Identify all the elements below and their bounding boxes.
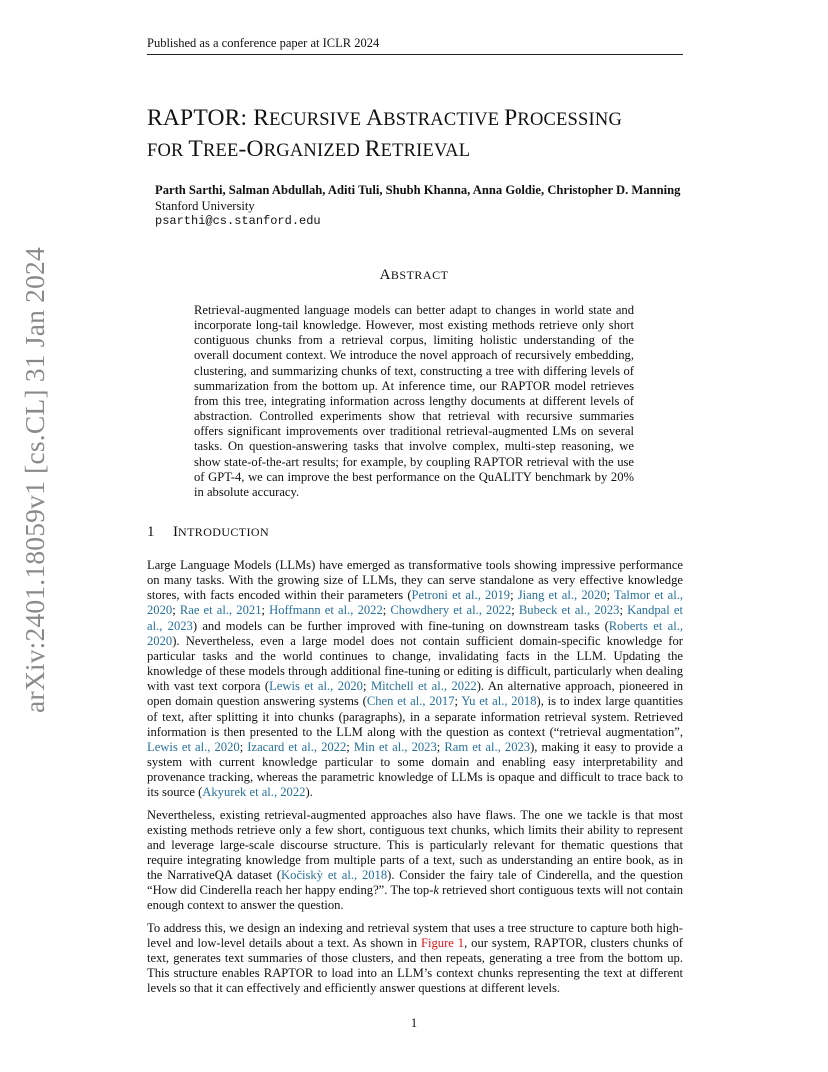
citation-link[interactable]: Rae et al., 2021	[179, 603, 262, 618]
citation-link[interactable]: Petroni et al., 2019	[411, 588, 511, 603]
citation-link[interactable]: Mitchell et al., 2022	[370, 679, 477, 694]
citation-link[interactable]: Kandpal et al., 2023	[147, 603, 683, 633]
citation-link[interactable]: Chen et al., 2017	[366, 694, 455, 709]
introduction-body	[147, 558, 683, 1003]
citation-link[interactable]: Roberts et al., 2020	[147, 618, 683, 648]
citation-link[interactable]: Izacard et al., 2022	[247, 739, 347, 754]
abstract-body: Retrieval-augmented language models can better adapt to changes in world state and incorporate long-tail knowledge. However, most existing methods retrieve only short contiguous chunks from a retrieval corpus, limiting holistic understanding of the overall document context. We introduce the novel approach of recursively embedding, clustering, and summarizing chunks of text, constructing a tree with differing levels of summarization from the bottom up. At inference time, our RAPTOR model retrieves from this tree, integrating information across lengthy documents at different levels of abstraction. Controlled experiments show that retrieval with recursive summaries offers significant improvements over traditional retrieval-augmented LMs on several tasks. On question-answering tasks that involve complex, multi-step reasoning, we show state-of-the-art results; for example, by coupling RAPTOR retrieval with the use of GPT-4, we can improve the best performance on the QuALITY benchmark by 20% in absolute accuracy.	[194, 303, 634, 499]
citation-link[interactable]: Jiang et al., 2020	[517, 588, 607, 603]
arxiv-identifier: arXiv:2401.18059v1 [cs.CL] 31 Jan 2024	[19, 247, 50, 713]
citation-link[interactable]: Lewis et al., 2020	[147, 739, 240, 754]
running-header: Published as a conference paper at ICLR 2024	[147, 36, 683, 55]
affiliation: Stanford University	[155, 199, 255, 213]
citation-link[interactable]: Min et al., 2023	[353, 739, 437, 754]
citation-link[interactable]: Bubeck et al., 2023	[518, 603, 620, 618]
paragraph-3: To address this, we design an indexing and retrieval system that uses a tree structure to capture both high-level and low-level details about a text. As shown in Figure 1, our system, RAPTOR, clusters chunks of text, generates text summaries of those clusters, and then repeats, generating a tree from the bottom up. This structure enables RAPTOR to load into an LLM’s context chunks representing the text at different levels so that it can effectively and efficiently answer questions at different levels.	[147, 920, 683, 996]
citation-link[interactable]: Lewis et al., 2020	[269, 679, 363, 694]
citation-link[interactable]: Ram et al., 2023	[444, 739, 531, 754]
paragraph-2: Nevertheless, existing retrieval-augmented approaches also have flaws. The one we tackle is that most existing methods retrieve only a few short, contiguous text chunks, which limits their ability to represent and leverage large-scale discourse structure. This is particularly relevant for thematic questions that require integrating knowledge from multiple parts of a text, such as understanding an entire book, as in the NarrativeQA dataset (Kočiskỳ et al., 2018). Consider the fairy tale of Cinderella, and the question “How did Cinderella reach her happy ending?”. The top-k retrieved short contiguous texts will not contain enough context to answer the question.	[147, 807, 683, 913]
citation-link[interactable]: Yu et al., 2018	[461, 694, 537, 709]
arxiv-sidebar-stamp	[0, 0, 64, 1072]
citation-link[interactable]: Talmor et al., 2020	[147, 588, 684, 618]
contact-email[interactable]: psarthi@cs.stanford.edu	[155, 214, 321, 228]
section-heading-introduction: 1 INTRODUCTION	[147, 524, 270, 540]
citation-link[interactable]: Akyurek et al., 2022	[202, 785, 306, 800]
citation-link[interactable]: Chowdhery et al., 2022	[390, 603, 512, 618]
author-list: Parth Sarthi, Salman Abdullah, Aditi Tuli, Shubh Khanna, Anna Goldie, Christopher D. Manning	[155, 183, 681, 197]
abstract-heading: ABSTRACT	[379, 267, 449, 283]
page-number: 1	[410, 1016, 418, 1030]
citation-link[interactable]: Hoffmann et al., 2022	[269, 603, 383, 618]
paragraph-1: Large Language Models (LLMs) have emerged as transformative tools showing impressive performance on many tasks. With the growing size of LLMs, they can serve standalone as very effective knowledge stores, with facts encoded within their parameters (Petroni et al., 2019; Jiang et al., 2020; Talmor et al., 2020; Rae et al., 2021; Hoffmann et al., 2022; Chowdhery et al., 2022; Bubeck et al., 2023; Kandpal et al., 2023) and models can be further improved with fine-tuning on downstream tasks (Roberts et al., 2020). Nevertheless, even a large model does not contain sufficient domain-specific knowledge for particular tasks and the world continues to change, invalidating facts in the LLM. Updating the knowledge of these models through additional fine-tuning or editing is difficult, particularly when dealing with vast text corpora (Lewis et al., 2020; Mitchell et al., 2022). An alternative approach, pioneered in open domain question answering systems (Chen et al., 2017; Yu et al., 2018), is to index large quantities of text, after splitting it into chunks (paragraphs), in a separate information retrieval system. Retrieved information is then presented to the LLM along with the question as context (“retrieval augmentation”, Lewis et al., 2020; Izacard et al., 2022; Min et al., 2023; Ram et al., 2023), making it easy to provide a system with current knowledge particular to some domain and enabling easy interpretability and provenance tracking, whereas the parametric knowledge of LLMs is opaque and difficult to trace back to its source (Akyurek et al., 2022).	[147, 558, 684, 800]
citation-link[interactable]: Kočiskỳ et al., 2018	[281, 868, 388, 883]
paper-title: RAPTOR: RECURSIVE ABSTRACTIVE PROCESSING FOR TREE-ORGANIZED RETRIEVAL	[147, 105, 623, 162]
figure-reference-link[interactable]: Figure 1	[420, 935, 465, 950]
